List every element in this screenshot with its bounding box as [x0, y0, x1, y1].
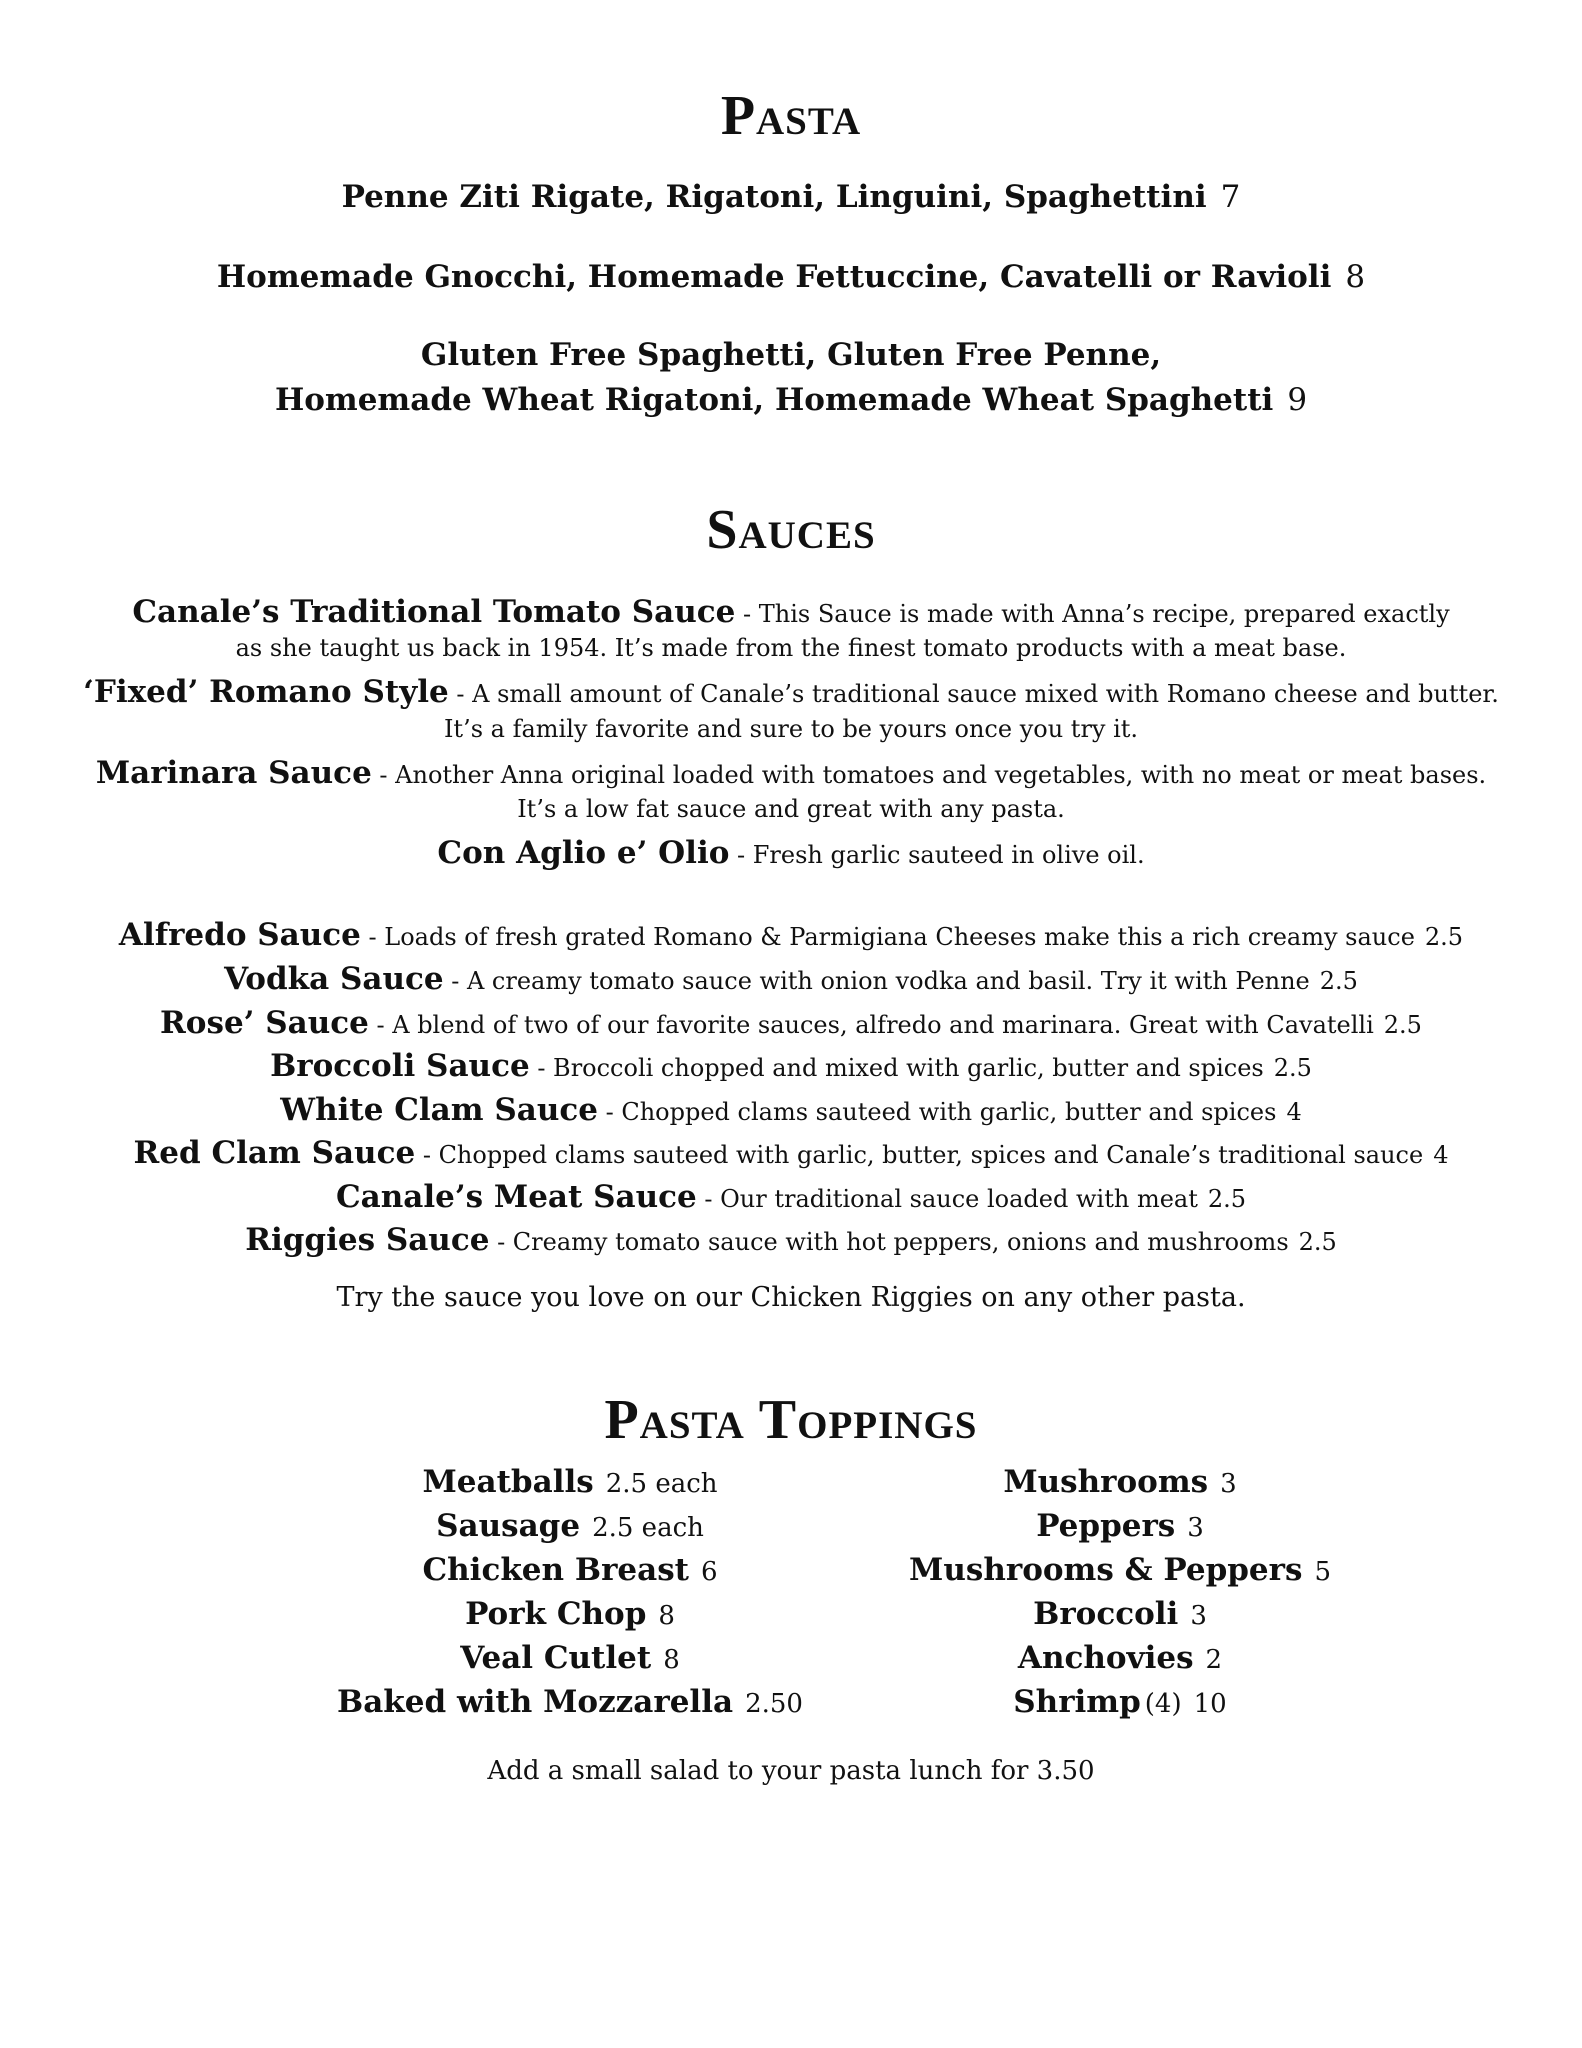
sauce-desc: - Our traditional sauce loaded with meat: [696, 1185, 1198, 1213]
pasta-line-1: [0, 180, 1582, 214]
sauce-name: Broccoli Sauce: [270, 1048, 530, 1084]
pasta-line-2: [0, 260, 1582, 294]
sauce-name: Con Aglio e’ Olio: [437, 835, 730, 871]
sauce-name: Riggies Sauce: [245, 1222, 490, 1258]
sauce-featured-3: [0, 756, 1582, 790]
pasta-item-price: 7: [1220, 179, 1241, 215]
salad-note: Add a small salad to your pasta lunch for 3.50: [487, 1756, 1095, 1786]
sauce-desc: - Chopped clams sauteed with garlic, butter, spices and Canale’s traditional sauce: [415, 1141, 1424, 1169]
topping-item: [290, 1680, 850, 1724]
topping-name: Chicken Breast: [422, 1552, 689, 1588]
sauce-desc: - Creamy tomato sauce with hot peppers, onions and mushrooms: [489, 1228, 1289, 1256]
pasta-item-price: 8: [1345, 259, 1366, 295]
sauce-name: ‘Fixed’ Romano Style: [83, 674, 449, 710]
sauce-extra-4: [0, 1049, 1582, 1083]
topping-price: 8: [663, 1645, 680, 1675]
sauce-featured-1: [0, 595, 1582, 629]
topping-name: Veal Cutlet: [460, 1640, 652, 1676]
toppings-title: Pasta Toppings: [604, 1389, 978, 1451]
toppings-left-column: [290, 1460, 850, 1724]
sauce-price: 2.5: [1273, 1054, 1312, 1082]
topping-price: 3: [1190, 1601, 1207, 1631]
sauce-price: 2.5: [1383, 1011, 1422, 1039]
topping-item: [290, 1460, 850, 1504]
sauce-price: 2.5: [1319, 967, 1358, 995]
topping-name: Shrimp: [1013, 1684, 1141, 1720]
topping-item: [840, 1592, 1400, 1636]
topping-price: 2.50: [745, 1689, 803, 1719]
sauce-name: Canale’s Traditional Tomato Sauce: [132, 594, 736, 630]
topping-name: Peppers: [1036, 1508, 1176, 1544]
pasta-line-3a: [0, 338, 1582, 372]
topping-item: [290, 1592, 850, 1636]
topping-price: 2.5 each: [592, 1513, 704, 1543]
sauce-desc: - A small amount of Canale’s traditional sauce mixed with Romano cheese and butter.: [448, 680, 1499, 708]
topping-price: 6: [700, 1557, 718, 1587]
sauce-price: 2.5: [1298, 1228, 1337, 1256]
topping-price: 8: [658, 1601, 675, 1631]
sauce-extra-8: [0, 1223, 1582, 1257]
topping-name: Meatballs: [422, 1464, 594, 1500]
topping-item: [840, 1460, 1400, 1504]
sauce-desc: - Broccoli chopped and mixed with garlic, butter and spices: [529, 1054, 1264, 1082]
sauce-featured-2-cont: It’s a family favorite and sure to be yours once you try it.: [443, 715, 1139, 743]
sauce-price: 2.5: [1207, 1185, 1247, 1213]
topping-name: Baked with Mozzarella: [337, 1684, 734, 1720]
topping-name: Mushrooms: [1003, 1464, 1209, 1500]
sauce-name: Vodka Sauce: [224, 961, 444, 997]
topping-price: 2.5 each: [605, 1469, 718, 1499]
pasta-item-text: Gluten Free Spaghetti, Gluten Free Penne,: [420, 337, 1162, 373]
sauce-desc: - Another Anna original loaded with tomatoes and vegetables, with no meat or meat bases.: [371, 761, 1487, 789]
pasta-item-text: Homemade Wheat Rigatoni, Homemade Wheat Spaghetti: [274, 382, 1274, 418]
sauce-featured-4: [0, 836, 1582, 870]
toppings-right-column: [840, 1460, 1400, 1724]
topping-price: 5: [1314, 1557, 1331, 1587]
sauce-price: 4: [1286, 1098, 1302, 1126]
topping-item: [840, 1636, 1400, 1680]
sauce-featured-3-cont: It’s a low fat sauce and great with any pasta.: [517, 795, 1065, 823]
sauce-name: Canale’s Meat Sauce: [335, 1179, 697, 1215]
sauce-desc: - A creamy tomato sauce with onion vodka and basil. Try it with Penne: [443, 967, 1310, 995]
sauce-extra-3: [0, 1006, 1582, 1040]
sauce-name: Marinara Sauce: [95, 755, 372, 791]
topping-item: [840, 1680, 1400, 1724]
pasta-line-3b: [0, 383, 1582, 417]
topping-name: Broccoli: [1033, 1596, 1179, 1632]
topping-item: [840, 1548, 1400, 1592]
topping-name: Anchovies: [1017, 1640, 1194, 1676]
topping-item: [290, 1636, 850, 1680]
topping-price: 3: [1187, 1513, 1204, 1543]
sauce-extra-7: [0, 1180, 1582, 1214]
sauce-desc: - Loads of fresh grated Romano & Parmigiana Cheeses make this a rich creamy sauce: [360, 923, 1415, 951]
topping-price: 3: [1220, 1469, 1237, 1499]
sauce-name: Red Clam Sauce: [133, 1135, 416, 1171]
sauces-note: Try the sauce you love on our Chicken Riggies on any other pasta.: [336, 1282, 1246, 1313]
pasta-item-price: 9: [1287, 382, 1308, 418]
sauce-featured-1-cont: as she taught us back in 1954. It’s made from the finest tomato products with a meat base.: [235, 634, 1347, 662]
topping-name: Sausage: [436, 1508, 581, 1544]
sauce-desc: - A blend of two of our favorite sauces, alfredo and marinara. Great with Cavatelli: [368, 1011, 1374, 1039]
topping-item: [290, 1504, 850, 1548]
sauce-desc: - Chopped clams sauteed with garlic, butter and spices: [597, 1098, 1277, 1126]
topping-name: Pork Chop: [465, 1596, 647, 1632]
topping-item: [290, 1548, 850, 1592]
sauce-extra-2: [0, 962, 1582, 996]
pasta-title: Pasta: [720, 85, 862, 147]
topping-price: 10: [1193, 1689, 1227, 1719]
sauce-name: Alfredo Sauce: [118, 917, 361, 953]
topping-price: 2: [1205, 1645, 1223, 1675]
sauce-name: White Clam Sauce: [280, 1092, 598, 1128]
sauce-extra-6: [0, 1136, 1582, 1170]
sauce-desc: - This Sauce is made with Anna’s recipe, prepared exactly: [735, 600, 1450, 628]
sauces-title: Sauces: [706, 499, 876, 561]
sauce-desc: - Fresh garlic sauteed in olive oil.: [729, 841, 1145, 869]
topping-name: Mushrooms & Peppers: [909, 1552, 1303, 1588]
sauce-extra-1: [0, 918, 1582, 952]
topping-qty: (4): [1144, 1689, 1182, 1719]
sauce-price: 2.5: [1424, 923, 1464, 951]
sauce-price: 4: [1433, 1141, 1449, 1169]
sauce-extra-5: [0, 1093, 1582, 1127]
sauce-name: Rose’ Sauce: [160, 1005, 369, 1041]
pasta-item-text: Penne Ziti Rigate, Rigatoni, Linguini, Spaghettini: [341, 179, 1207, 215]
sauce-featured-2: [0, 675, 1582, 709]
pasta-item-text: Homemade Gnocchi, Homemade Fettuccine, Cavatelli or Ravioli: [216, 259, 1332, 295]
topping-item: [840, 1504, 1400, 1548]
